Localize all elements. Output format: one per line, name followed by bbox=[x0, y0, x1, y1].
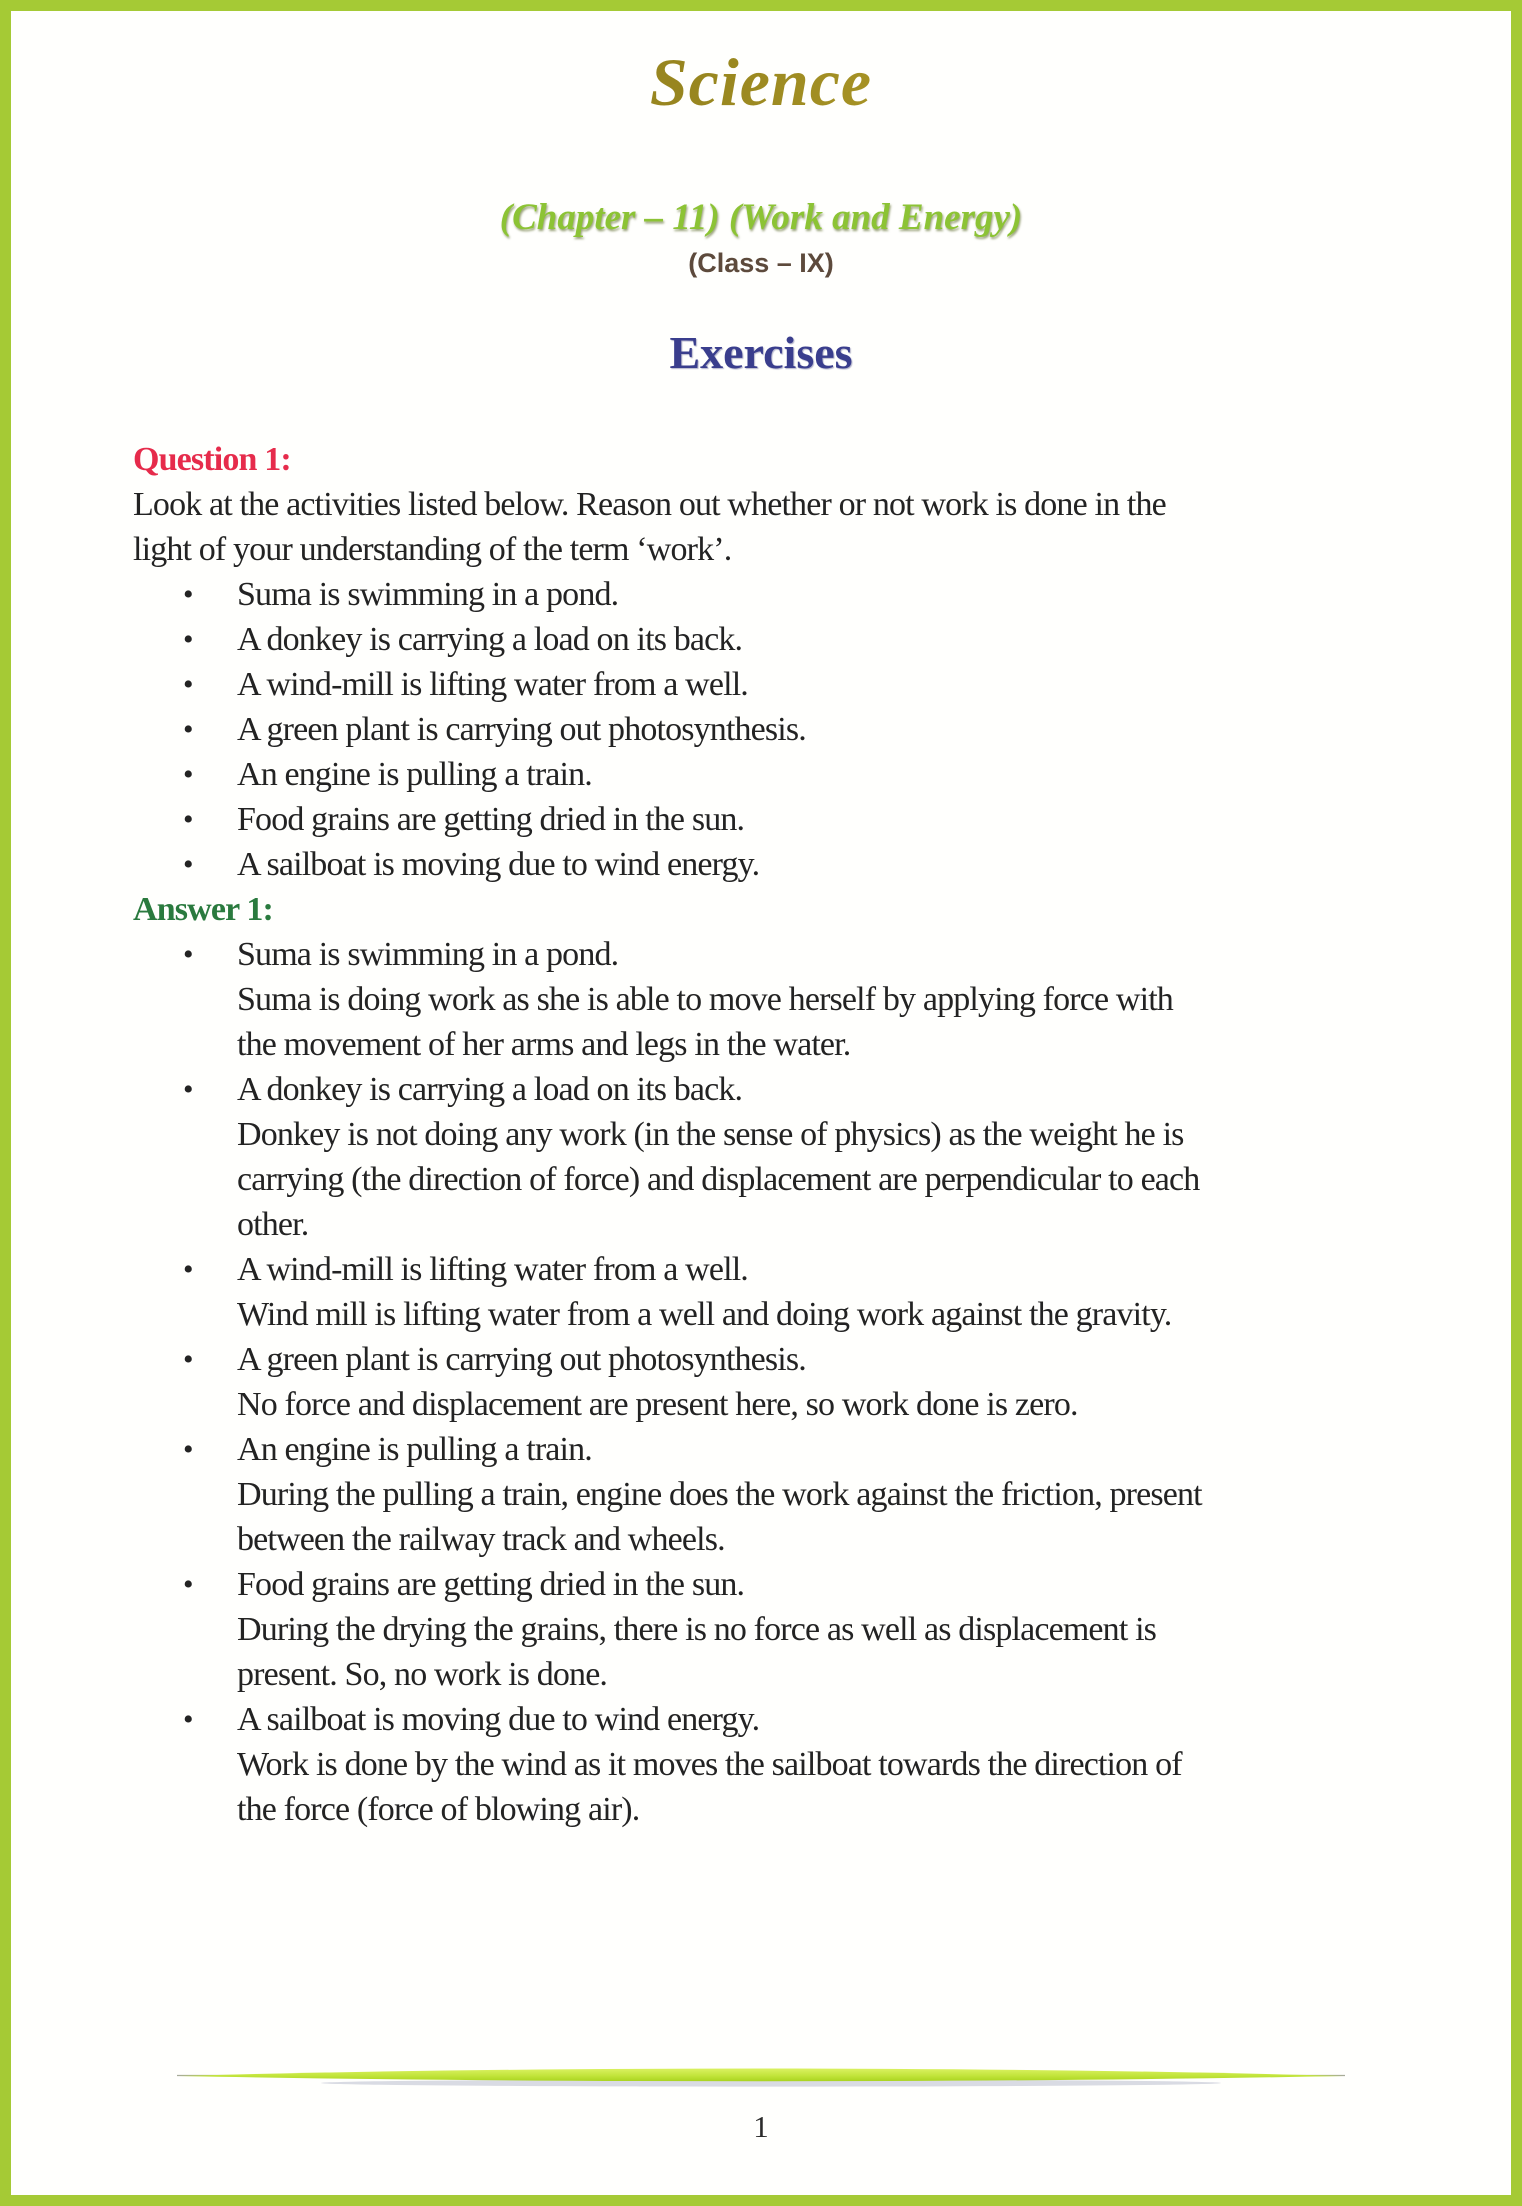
activity-text: An engine is pulling a train. bbox=[237, 756, 592, 793]
bullet-icon: • bbox=[183, 1568, 194, 1601]
bullet-icon: • bbox=[183, 668, 194, 701]
document-body bbox=[133, 437, 1411, 1832]
class-subtitle: (Class – IX) bbox=[688, 248, 834, 278]
list-item bbox=[133, 1697, 1411, 1832]
answer-list bbox=[133, 932, 1411, 1832]
list-item bbox=[133, 617, 1411, 662]
explanation-line: Work is done by the wind as it moves the sailboat towards the direction of bbox=[237, 1746, 1182, 1783]
activity-text: A sailboat is moving due to wind energy. bbox=[237, 1701, 760, 1738]
bullet-icon: • bbox=[183, 578, 194, 611]
list-item bbox=[133, 1562, 1411, 1697]
section-heading: Exercises bbox=[669, 327, 853, 378]
list-item bbox=[133, 1067, 1411, 1247]
activity-text: A green plant is carrying out photosynthesis. bbox=[237, 1341, 806, 1378]
question-label: Question 1: bbox=[133, 441, 291, 478]
explanation-line: present. So, no work is done. bbox=[237, 1656, 608, 1693]
explanation-line: between the railway track and wheels. bbox=[237, 1521, 725, 1558]
bullet-icon: • bbox=[183, 848, 194, 881]
activity-text: Food grains are getting dried in the sun. bbox=[237, 1566, 745, 1603]
bullet-icon: • bbox=[183, 1343, 194, 1376]
activity-text: A sailboat is moving due to wind energy. bbox=[237, 846, 760, 883]
explanation-line: the movement of her arms and legs in the water. bbox=[237, 1026, 851, 1063]
bullet-icon: • bbox=[183, 1703, 194, 1736]
list-item bbox=[133, 1427, 1411, 1562]
activity-text: An engine is pulling a train. bbox=[237, 1431, 592, 1468]
list-item bbox=[133, 707, 1411, 752]
list-item bbox=[133, 662, 1411, 707]
activity-text: A donkey is carrying a load on its back. bbox=[237, 1071, 743, 1108]
bullet-icon: • bbox=[183, 803, 194, 836]
explanation-line: other. bbox=[237, 1206, 309, 1243]
explanation-line: Donkey is not doing any work (in the sense of physics) as the weight he is bbox=[237, 1116, 1184, 1153]
activity-text: A wind-mill is lifting water from a well. bbox=[237, 1251, 748, 1288]
question-activity-list bbox=[133, 572, 1411, 887]
activity-text: A wind-mill is lifting water from a well. bbox=[237, 666, 748, 703]
activity-text: Suma is swimming in a pond. bbox=[237, 576, 619, 613]
activity-text: Food grains are getting dried in the sun. bbox=[237, 801, 745, 838]
explanation-line: During the drying the grains, there is no force as well as displacement is bbox=[237, 1611, 1157, 1648]
list-item bbox=[133, 932, 1411, 1067]
answer-label: Answer 1: bbox=[133, 891, 273, 928]
list-item bbox=[133, 572, 1411, 617]
list-item bbox=[133, 752, 1411, 797]
bullet-icon: • bbox=[183, 623, 194, 656]
list-item bbox=[133, 797, 1411, 842]
chapter-subtitle: (Chapter – 11) (Work and Energy) bbox=[499, 197, 1023, 238]
divider-flourish-icon bbox=[11, 2063, 1511, 2096]
question-intro-line: Look at the activities listed below. Reason out whether or not work is done in the bbox=[133, 486, 1166, 523]
explanation-line: the force (force of blowing air). bbox=[237, 1791, 640, 1828]
activity-text: A green plant is carrying out photosynthesis. bbox=[237, 711, 806, 748]
explanation-line: During the pulling a train, engine does the work against the friction, present bbox=[237, 1476, 1202, 1513]
activity-text: Suma is swimming in a pond. bbox=[237, 936, 619, 973]
question-intro-line: light of your understanding of the term ‘work’. bbox=[133, 531, 732, 568]
bullet-icon: • bbox=[183, 758, 194, 791]
explanation-line: No force and displacement are present here, so work done is zero. bbox=[237, 1386, 1078, 1423]
list-item bbox=[133, 1337, 1411, 1427]
explanation-line: Suma is doing work as she is able to move herself by applying force with bbox=[237, 981, 1173, 1018]
bullet-icon: • bbox=[183, 1433, 194, 1466]
list-item bbox=[133, 1247, 1411, 1337]
page-title: Science bbox=[11, 45, 1511, 119]
question-intro bbox=[133, 482, 1411, 572]
bullet-icon: • bbox=[183, 713, 194, 746]
list-item bbox=[133, 842, 1411, 887]
activity-text: A donkey is carrying a load on its back. bbox=[237, 621, 743, 658]
bullet-icon: • bbox=[183, 938, 194, 971]
explanation-line: carrying (the direction of force) and displacement are perpendicular to each bbox=[237, 1161, 1200, 1198]
explanation-line: Wind mill is lifting water from a well and doing work against the gravity. bbox=[237, 1296, 1172, 1333]
bullet-icon: • bbox=[183, 1073, 194, 1106]
page-number: 1 bbox=[753, 2109, 769, 2144]
bullet-icon: • bbox=[183, 1253, 194, 1286]
